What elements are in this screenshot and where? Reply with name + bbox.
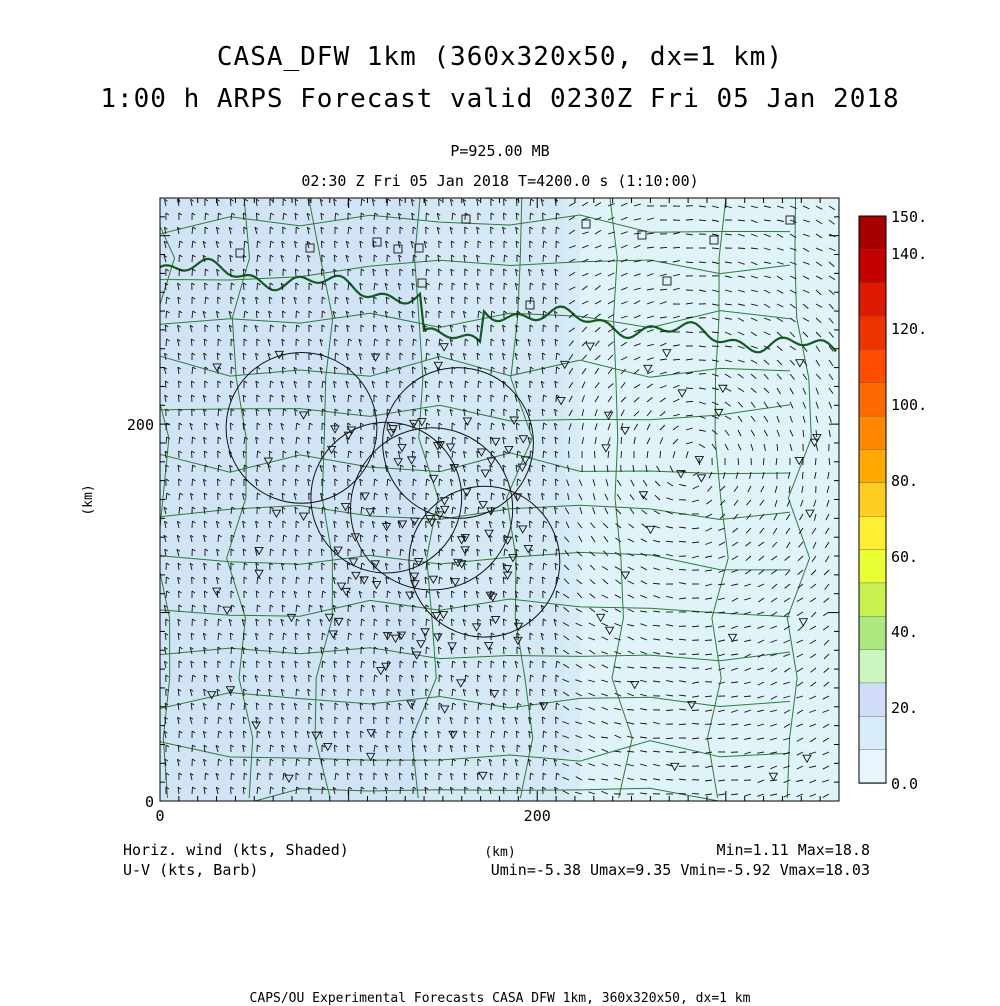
wind-barb xyxy=(686,388,693,389)
wind-barb xyxy=(296,325,297,332)
wind-barb xyxy=(283,647,284,654)
wind-barb xyxy=(322,689,323,696)
wind-barb xyxy=(296,689,297,696)
wind-barb xyxy=(296,787,297,794)
wind-barb xyxy=(556,773,557,780)
wind-barb xyxy=(283,409,284,416)
wind-barb xyxy=(686,220,693,221)
wind-barb xyxy=(503,759,504,766)
wind-barb xyxy=(692,710,699,711)
wind-barb xyxy=(490,437,491,444)
chart-title: CASA_DFW 1km (360x320x50, dx=1 km) xyxy=(0,42,1000,72)
wind-barb xyxy=(413,269,414,276)
wind-barb xyxy=(270,787,271,794)
colorbar-swatch xyxy=(859,483,886,517)
wind-barb xyxy=(627,710,634,711)
x-axis-label: (km) xyxy=(484,845,515,860)
wind-barb xyxy=(556,591,557,598)
colorbar-swatch xyxy=(859,316,886,350)
wind-barb xyxy=(283,633,284,640)
wind-barb xyxy=(491,297,492,304)
wind-barb xyxy=(334,745,335,752)
colorbar-label: 0.0 xyxy=(891,775,918,793)
wind-barb xyxy=(412,745,413,752)
wind-barb xyxy=(465,283,466,290)
wind-barb xyxy=(516,619,517,626)
colorbar-swatch xyxy=(859,383,886,417)
wind-barb xyxy=(361,605,362,612)
wind-barb xyxy=(256,213,257,220)
wind-barb xyxy=(516,773,517,780)
wind-barb xyxy=(322,283,323,290)
wind-barb xyxy=(569,437,570,444)
wind-barb xyxy=(491,367,492,374)
wind-barb xyxy=(269,577,270,584)
colorbar-label: 150. xyxy=(891,208,927,226)
wind-barb xyxy=(491,423,492,430)
wind-barb xyxy=(763,458,764,465)
wind-barb xyxy=(503,619,504,626)
wind-barb xyxy=(705,612,712,613)
wind-barb xyxy=(439,479,440,486)
wind-barb xyxy=(360,437,361,444)
wind-barb xyxy=(192,605,193,612)
wind-barb xyxy=(425,703,426,710)
wind-barb xyxy=(192,787,193,794)
wind-barb xyxy=(542,465,543,472)
colorbar-swatch xyxy=(859,516,886,550)
wind-barb xyxy=(270,745,271,752)
wind-barb xyxy=(270,325,271,332)
wind-barb xyxy=(179,269,180,276)
y-axis-label: (km) xyxy=(81,484,96,515)
wind-barb xyxy=(413,367,414,374)
wind-barb xyxy=(335,213,336,220)
wind-barb xyxy=(295,269,296,276)
wind-barb xyxy=(555,479,556,486)
wind-barb xyxy=(452,661,453,668)
wind-barb xyxy=(335,339,336,346)
wind-barb xyxy=(543,731,544,738)
wind-barb xyxy=(478,661,479,668)
colorbar-swatch xyxy=(859,349,886,383)
wind-barb xyxy=(244,731,245,738)
wind-barb xyxy=(217,479,218,486)
wind-barb xyxy=(230,381,231,388)
wind-barb xyxy=(530,773,531,780)
wind-barb xyxy=(692,793,699,794)
wind-barb xyxy=(218,409,219,416)
wind-barb xyxy=(205,213,206,220)
wind-barb xyxy=(718,738,725,739)
wind-barb xyxy=(594,451,595,458)
wind-barb xyxy=(257,241,258,248)
wind-barb xyxy=(556,717,557,724)
colorbar-swatch xyxy=(859,283,886,317)
wind-barb xyxy=(504,255,505,262)
wind-barb xyxy=(452,591,453,598)
wind-barb xyxy=(166,311,167,318)
wind-barb xyxy=(503,647,504,654)
x-tick-label: 200 xyxy=(524,807,551,825)
wind-barb xyxy=(478,507,479,514)
wind-barb xyxy=(504,773,505,780)
wind-barb xyxy=(692,723,699,724)
wind-barb xyxy=(426,619,427,626)
wind-barb xyxy=(218,759,219,766)
colorbar-swatch xyxy=(859,716,886,750)
wind-barb xyxy=(179,647,180,654)
wind-barb xyxy=(439,381,440,388)
wind-barb xyxy=(321,549,322,556)
wind-barb xyxy=(679,569,686,570)
wind-barb xyxy=(399,199,400,206)
wind-barb xyxy=(517,423,518,430)
wind-barb xyxy=(542,437,543,444)
wind-barb xyxy=(192,479,193,486)
wind-barb xyxy=(322,661,323,668)
wind-barb xyxy=(530,213,531,220)
wind-barb xyxy=(192,255,193,262)
colorbar-swatch xyxy=(859,683,886,717)
wind-barb xyxy=(309,423,310,430)
wind-barb xyxy=(803,472,804,479)
wind-barb xyxy=(556,605,557,612)
wind-barb xyxy=(738,248,745,249)
wind-min-max: Min=1.11 Max=18.8 xyxy=(716,841,870,859)
wind-barb xyxy=(205,773,206,780)
wind-barb xyxy=(543,395,544,402)
wind-barb xyxy=(542,717,543,724)
colorbar-swatch xyxy=(859,216,886,250)
wind-barb xyxy=(438,647,439,654)
wind-barb xyxy=(529,255,530,262)
wind-barb xyxy=(400,787,401,794)
wind-barb xyxy=(231,703,232,710)
wind-barb xyxy=(426,395,427,402)
wind-barb xyxy=(269,423,270,430)
wind-barb xyxy=(530,521,531,528)
wind-barb xyxy=(438,535,439,542)
wind-barb xyxy=(400,339,401,346)
wind-barb xyxy=(192,465,193,472)
wind-barb xyxy=(718,766,725,767)
wind-barb xyxy=(374,535,375,542)
wind-barb xyxy=(218,535,219,542)
wind-barb xyxy=(516,689,517,696)
wind-barb xyxy=(270,381,271,388)
wind-barb xyxy=(179,591,180,598)
colorbar-label: 60. xyxy=(891,548,918,566)
wind-barb xyxy=(270,549,271,556)
uv-min-max: Umin=-5.38 Umax=9.35 Vmin=-5.92 Vmax=18.03 xyxy=(491,861,870,879)
colorbar-label: 40. xyxy=(891,623,918,641)
wind-barb xyxy=(504,213,505,220)
colorbar-label: 140. xyxy=(891,245,927,263)
wind-barb xyxy=(426,591,427,598)
wind-barb xyxy=(731,766,738,767)
wind-barb xyxy=(413,339,414,346)
wind-barb xyxy=(257,283,258,290)
wind-barb xyxy=(321,759,322,766)
wind-barb xyxy=(542,577,543,584)
colorbar-label: 120. xyxy=(891,320,927,338)
credit-line: CAPS/OU Experimental Forecasts CASA DFW 1km, 360x320x50, dx=1 km xyxy=(0,991,1000,1006)
wind-barb xyxy=(517,787,518,794)
wind-barb xyxy=(653,668,660,669)
wind-barb xyxy=(543,535,544,542)
colorbar-label: 20. xyxy=(891,699,918,717)
wind-barb xyxy=(179,381,180,388)
colorbar-swatch xyxy=(859,550,886,584)
colorbar-label: 100. xyxy=(891,396,927,414)
colorbar-swatch xyxy=(859,650,886,684)
chart-subtitle: 1:00 h ARPS Forecast valid 0230Z Fri 05 Jan 2018 xyxy=(0,84,1000,114)
colorbar-swatch xyxy=(859,616,886,650)
wind-barb xyxy=(257,535,258,542)
valid-time: 02:30 Z Fri 05 Jan 2018 T=4200.0 s (1:10:00) xyxy=(0,172,1000,190)
wind-barb xyxy=(387,591,388,598)
wind-barb xyxy=(464,591,465,598)
wind-barb xyxy=(399,563,400,570)
wind-barb xyxy=(503,591,504,598)
wind-barb xyxy=(543,479,544,486)
wind-barb xyxy=(257,451,258,458)
wind-barb xyxy=(361,717,362,724)
wind-barb xyxy=(374,479,375,486)
wind-barb xyxy=(191,381,192,388)
wind-barb xyxy=(218,465,219,472)
colorbar-swatch xyxy=(859,750,886,784)
wind-barb xyxy=(530,297,531,304)
wind-barb xyxy=(348,507,349,514)
wind-barb xyxy=(569,451,570,458)
uv-label: U-V (kts, Barb) xyxy=(123,861,258,879)
colorbar-swatch xyxy=(859,249,886,283)
wind-barb xyxy=(321,269,322,276)
wind-barb xyxy=(530,605,531,612)
wind-barb xyxy=(282,591,283,598)
wind-barb xyxy=(283,367,284,374)
wind-barb xyxy=(244,633,245,640)
wind-barb xyxy=(361,227,362,234)
wind-barb xyxy=(543,311,544,318)
colorbar-swatch xyxy=(859,583,886,617)
wind-barb xyxy=(192,269,193,276)
wind-barb xyxy=(178,395,179,402)
wind-barb xyxy=(270,437,271,444)
wind-barb xyxy=(166,591,167,598)
wind-barb xyxy=(477,773,478,780)
wind-barb xyxy=(438,563,439,570)
wind-barb xyxy=(491,493,492,500)
wind-barb xyxy=(334,367,335,374)
wind-barb xyxy=(815,458,816,465)
wind-barb xyxy=(413,437,414,444)
horiz-wind-label: Horiz. wind (kts, Shaded) xyxy=(123,841,349,859)
wind-barb xyxy=(231,605,232,612)
wind-barb xyxy=(296,577,297,584)
wind-barb xyxy=(438,325,439,332)
wind-barb xyxy=(556,367,557,374)
wind-barb xyxy=(530,675,531,682)
wind-barb xyxy=(322,409,323,416)
wind-barb xyxy=(309,745,310,752)
wind-barb xyxy=(230,437,231,444)
wind-barb xyxy=(413,255,414,262)
wind-barb xyxy=(386,367,387,374)
wind-barb xyxy=(192,395,193,402)
wind-barb xyxy=(373,661,374,668)
wind-barb xyxy=(478,381,479,388)
wind-barb xyxy=(439,283,440,290)
wind-barb xyxy=(374,493,375,500)
wind-barb xyxy=(283,311,284,318)
wind-barb xyxy=(491,283,492,290)
wind-barb xyxy=(400,731,401,738)
wind-barb xyxy=(295,479,296,486)
wind-barb xyxy=(243,675,244,682)
wind-barb xyxy=(243,283,244,290)
y-tick-label: 0 xyxy=(145,793,154,811)
x-tick-label: 0 xyxy=(155,807,164,825)
wind-barb xyxy=(543,451,544,458)
wind-barb xyxy=(477,297,478,304)
wind-barb xyxy=(666,710,673,711)
colorbar-swatch xyxy=(859,416,886,450)
wind-barb xyxy=(660,247,667,248)
wind-barb xyxy=(490,241,491,248)
pressure-level: P=925.00 MB xyxy=(0,142,1000,160)
y-tick-label: 200 xyxy=(127,416,154,434)
wind-barb xyxy=(321,437,322,444)
wind-barb xyxy=(231,647,232,654)
wind-barb xyxy=(556,213,557,220)
wind-barb xyxy=(334,423,335,430)
wind-barb xyxy=(666,752,673,753)
wind-barb xyxy=(204,591,205,598)
wind-barb xyxy=(465,675,466,682)
wind-barb xyxy=(426,563,427,570)
wind-barb xyxy=(477,647,478,654)
wind-barb xyxy=(361,633,362,640)
wind-barb xyxy=(166,339,167,346)
wind-barb xyxy=(718,724,725,725)
wind-barb xyxy=(491,255,492,262)
wind-barb xyxy=(679,794,686,795)
wind-barb xyxy=(205,423,206,430)
wind-barb xyxy=(621,451,622,458)
wind-barb xyxy=(257,255,258,262)
wind-barb xyxy=(231,479,232,486)
wind-barb xyxy=(218,619,219,626)
wind-barb xyxy=(660,451,661,458)
colorbar-label: 80. xyxy=(891,472,918,490)
wind-barb xyxy=(543,255,544,262)
wind-barb xyxy=(400,465,401,472)
wind-barb xyxy=(542,353,543,360)
wind-barb xyxy=(192,437,193,444)
colorbar xyxy=(859,208,927,793)
wind-barb xyxy=(400,717,401,724)
wind-barb xyxy=(666,779,673,780)
wind-barb xyxy=(192,451,193,458)
wind-barb xyxy=(439,577,440,584)
wind-barb xyxy=(270,269,271,276)
wind-barb xyxy=(413,465,414,472)
wind-barb xyxy=(295,451,296,458)
wind-barb xyxy=(692,611,699,612)
wind-barb xyxy=(361,507,362,514)
wind-barb xyxy=(686,332,693,333)
colorbar-swatch xyxy=(859,450,886,484)
field-west-band xyxy=(160,198,420,801)
wind-barb xyxy=(257,689,258,696)
